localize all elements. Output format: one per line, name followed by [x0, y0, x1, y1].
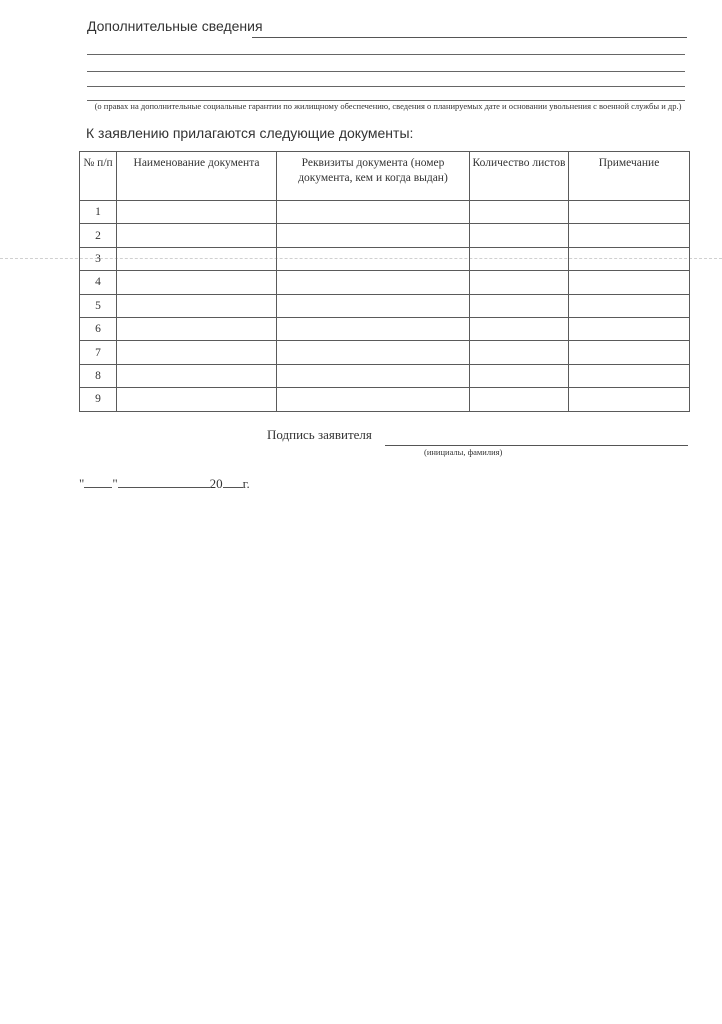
- row-number: 2: [80, 224, 117, 247]
- date-year-prefix: 20: [209, 476, 223, 491]
- date-row: [79, 476, 250, 492]
- cell-document-details[interactable]: [277, 341, 470, 364]
- cell-document-name[interactable]: [117, 224, 277, 247]
- cell-sheet-count[interactable]: [470, 388, 569, 411]
- date-year-field[interactable]: [223, 476, 243, 488]
- cell-document-name[interactable]: [117, 201, 277, 224]
- cell-note[interactable]: [569, 317, 690, 340]
- row-number: 1: [80, 201, 117, 224]
- column-header-sheet-count: Количество листов: [470, 152, 569, 201]
- cell-note[interactable]: [569, 271, 690, 294]
- cell-note[interactable]: [569, 201, 690, 224]
- date-close-quote: ": [112, 476, 118, 491]
- cell-document-name[interactable]: [117, 247, 277, 270]
- table-row: [80, 388, 690, 411]
- cell-document-details[interactable]: [277, 224, 470, 247]
- cell-sheet-count[interactable]: [470, 341, 569, 364]
- attachments-table: [79, 151, 690, 412]
- row-number: 8: [80, 364, 117, 387]
- table-row: [80, 201, 690, 224]
- cell-sheet-count[interactable]: [470, 247, 569, 270]
- additional-info-hint: (о правах на дополнительные социальные гарантии по жилищному обеспечению, сведения о планируемых дате и основании увольнения с военной службы и др.): [94, 101, 682, 111]
- table-row: [80, 247, 690, 270]
- cell-document-name[interactable]: [117, 364, 277, 387]
- cell-document-name[interactable]: [117, 388, 277, 411]
- cell-document-details[interactable]: [277, 294, 470, 317]
- cell-note[interactable]: [569, 294, 690, 317]
- cell-document-name[interactable]: [117, 294, 277, 317]
- table-row: [80, 224, 690, 247]
- row-number: 4: [80, 271, 117, 294]
- date-year-suffix: г.: [242, 476, 250, 491]
- cell-document-details[interactable]: [277, 317, 470, 340]
- cell-note[interactable]: [569, 364, 690, 387]
- cell-note[interactable]: [569, 224, 690, 247]
- cell-sheet-count[interactable]: [470, 224, 569, 247]
- column-header-number: № п/п: [80, 152, 117, 201]
- cell-sheet-count[interactable]: [470, 271, 569, 294]
- cell-document-name[interactable]: [117, 317, 277, 340]
- signature-hint: (инициалы, фамилия): [424, 447, 503, 457]
- cell-note[interactable]: [569, 341, 690, 364]
- cell-document-name[interactable]: [117, 271, 277, 294]
- cell-document-name[interactable]: [117, 341, 277, 364]
- additional-info-line-2[interactable]: [87, 54, 685, 55]
- cell-note[interactable]: [569, 247, 690, 270]
- cell-document-details[interactable]: [277, 201, 470, 224]
- row-number: 3: [80, 247, 117, 270]
- cell-sheet-count[interactable]: [470, 364, 569, 387]
- date-day-field[interactable]: [84, 476, 112, 488]
- column-header-note: Примечание: [569, 152, 690, 201]
- additional-info-input-line[interactable]: [252, 37, 687, 38]
- additional-info-label: Дополнительные сведения: [87, 18, 263, 34]
- additional-info-line-3[interactable]: [87, 71, 685, 72]
- cell-document-details[interactable]: [277, 364, 470, 387]
- cell-document-details[interactable]: [277, 271, 470, 294]
- row-number: 9: [80, 388, 117, 411]
- date-open-quote: ": [79, 476, 85, 491]
- column-header-document-details: Реквизиты документа (номер документа, кем и когда выдан): [277, 152, 470, 201]
- cell-document-details[interactable]: [277, 388, 470, 411]
- table-row: [80, 294, 690, 317]
- row-number: 5: [80, 294, 117, 317]
- additional-info-row: [87, 18, 687, 40]
- cell-sheet-count[interactable]: [470, 201, 569, 224]
- row-number: 7: [80, 341, 117, 364]
- table-row: [80, 341, 690, 364]
- cell-note[interactable]: [569, 388, 690, 411]
- date-month-field[interactable]: [118, 476, 210, 488]
- additional-info-line-4[interactable]: [87, 86, 685, 87]
- cell-document-details[interactable]: [277, 247, 470, 270]
- signature-label: Подпись заявителя: [267, 427, 372, 442]
- table-row: [80, 317, 690, 340]
- signature-field[interactable]: [385, 445, 688, 446]
- cell-sheet-count[interactable]: [470, 317, 569, 340]
- table-row: [80, 364, 690, 387]
- table-header-row: [80, 152, 690, 201]
- table-row: [80, 271, 690, 294]
- row-number: 6: [80, 317, 117, 340]
- column-header-document-name: Наименование документа: [117, 152, 277, 201]
- cell-sheet-count[interactable]: [470, 294, 569, 317]
- attachments-heading: К заявлению прилагаются следующие документы:: [86, 125, 414, 141]
